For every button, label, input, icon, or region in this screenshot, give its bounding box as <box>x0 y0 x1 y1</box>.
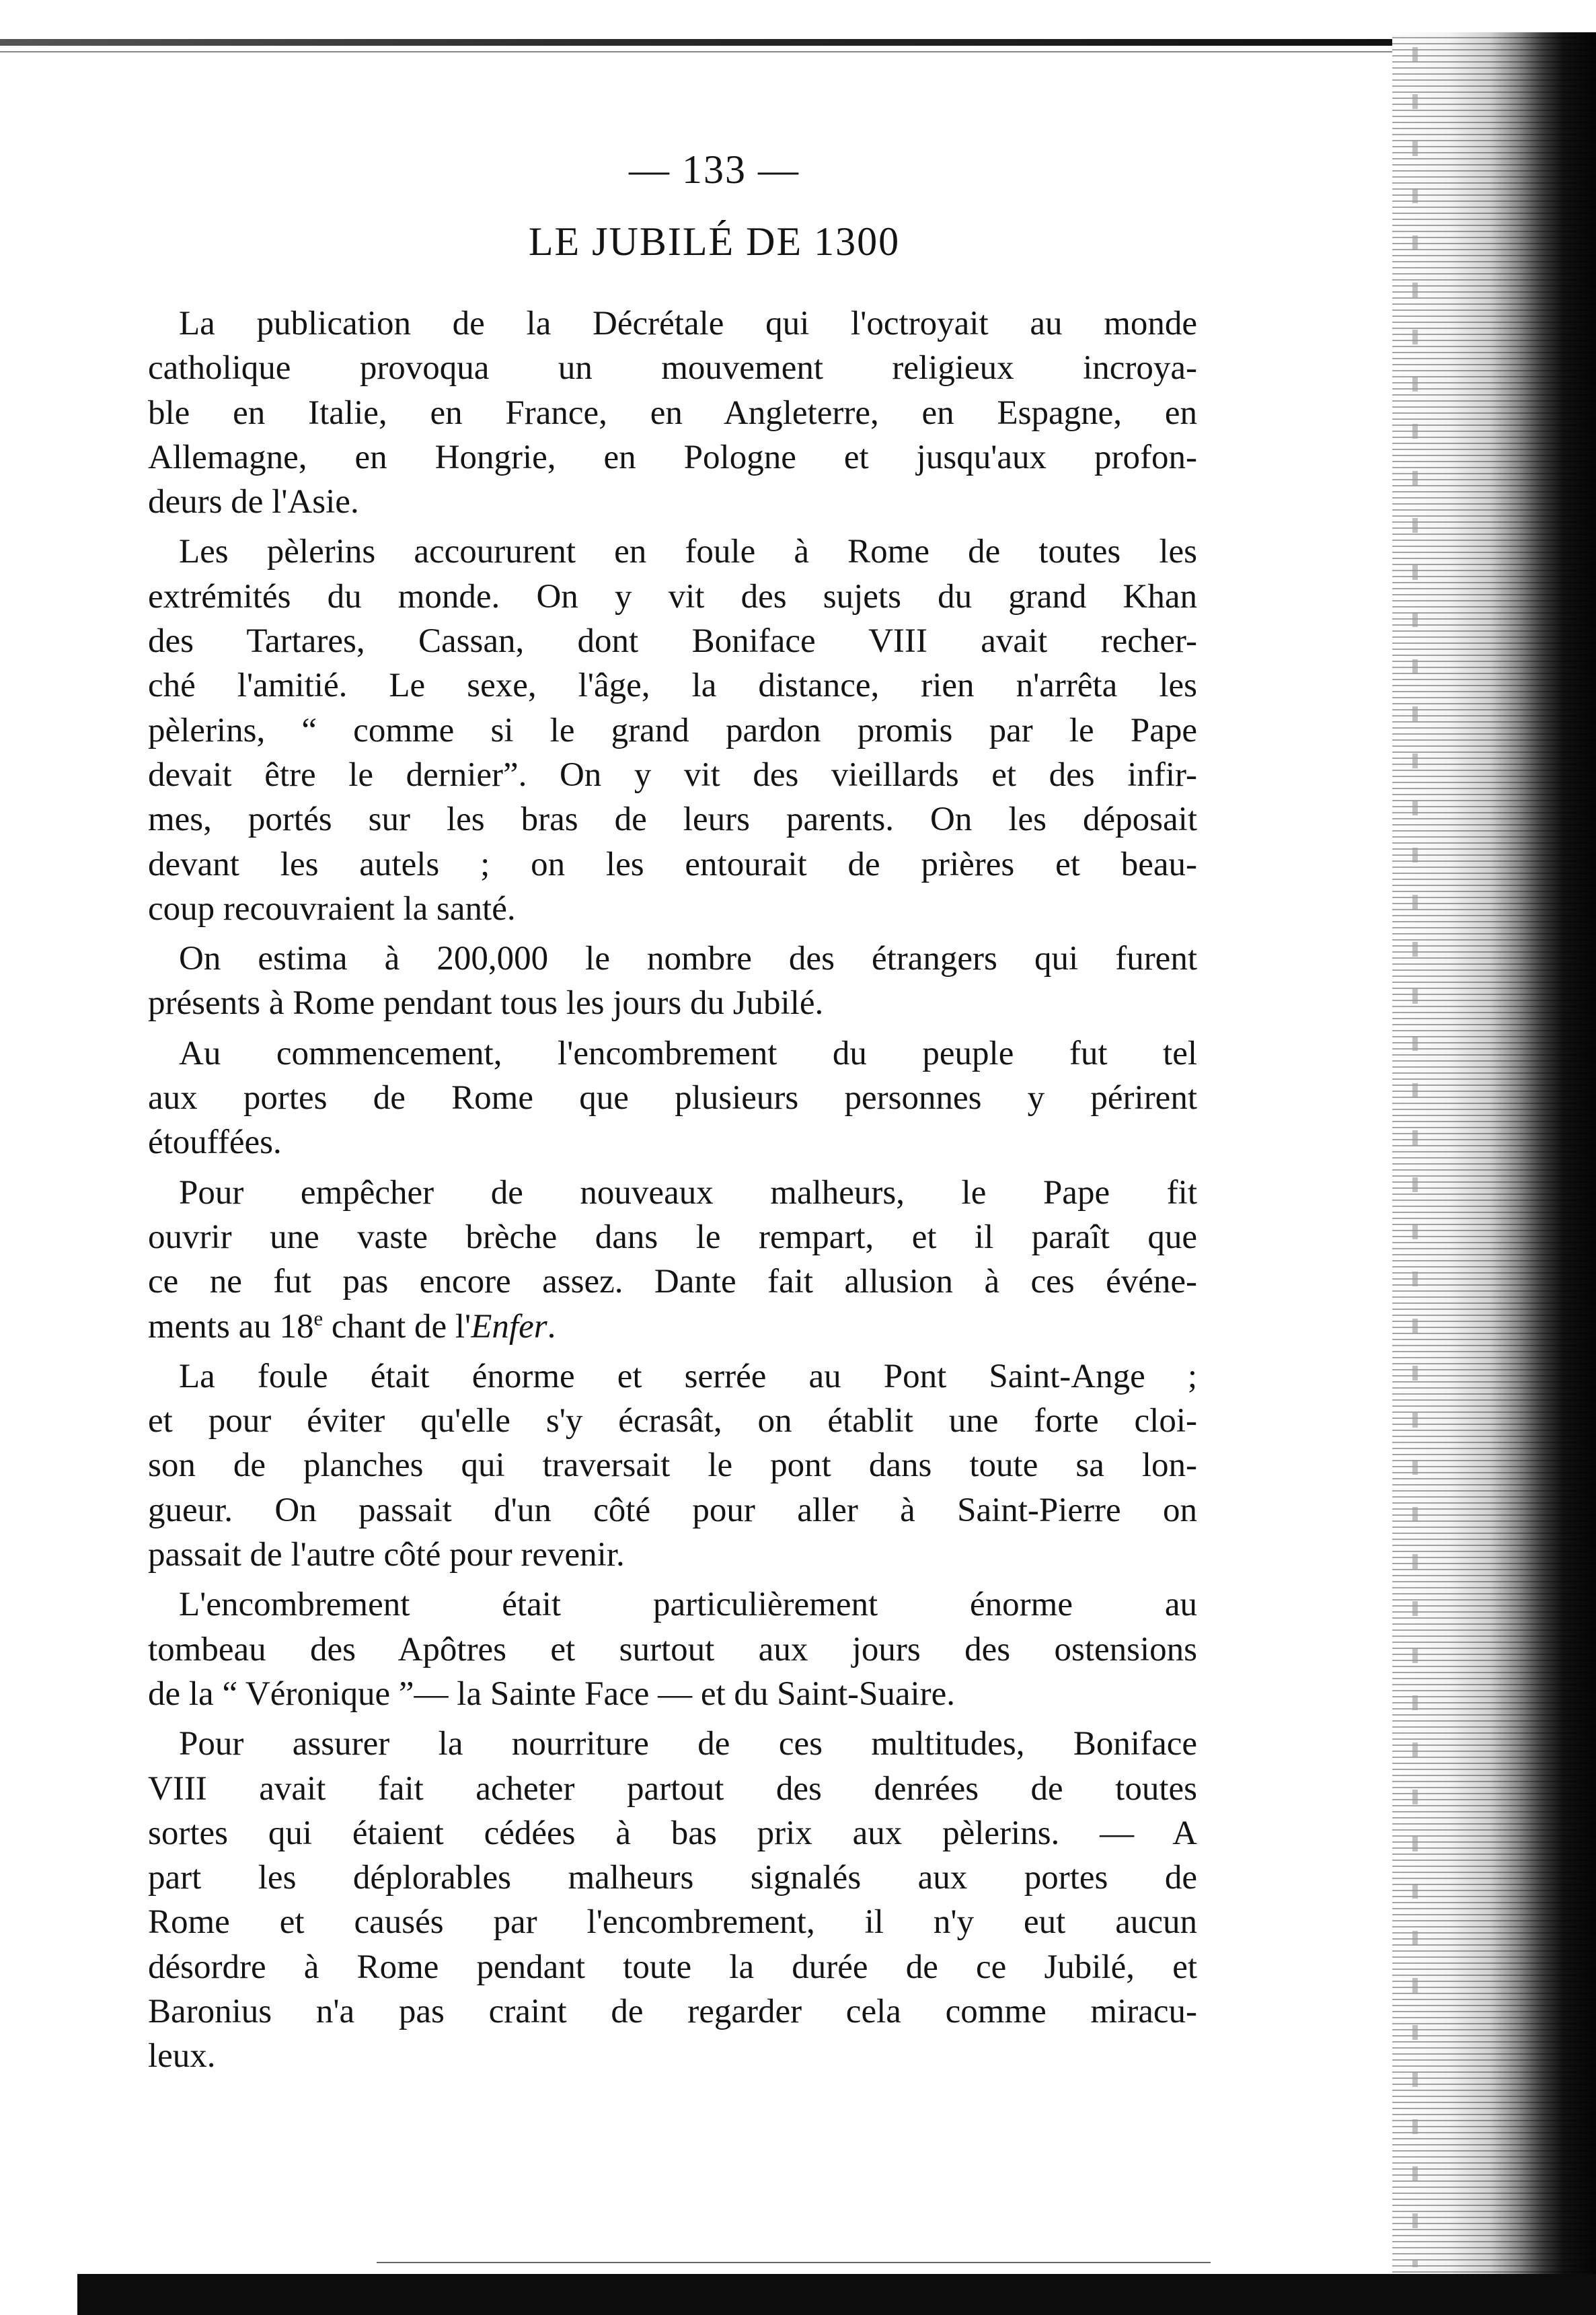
text-line: devant les autels ; on les entourait de prières et beau- <box>148 845 1197 883</box>
text-line: désordre à Rome pendant toute la durée de ce Jubilé, et <box>148 1948 1197 1986</box>
bottom-fine-rule <box>377 2262 1211 2263</box>
text-line: de la “ Véronique ”— la Sainte Face — et du Saint-Suaire. <box>148 1675 956 1713</box>
text-line: gueur. On passait d'un côté pour aller à Saint-Pierre on <box>148 1491 1197 1529</box>
text-line: et pour éviter qu'elle s'y écrasât, on établit une forte cloi- <box>148 1402 1197 1440</box>
top-edge-rule <box>0 39 1521 46</box>
text-line: ble en Italie, en France, en Angleterre, en Espagne, en <box>148 394 1197 432</box>
book-spine-shadow <box>1392 32 1596 2315</box>
text-line: La publication de la Décrétale qui l'octroyait au monde <box>179 305 1197 342</box>
text-line: catholique provoqua un mouvement religieux incroya- <box>148 349 1197 388</box>
paragraph-6 <box>148 1354 1197 1577</box>
text-line: deurs de l'Asie. <box>148 483 359 521</box>
text-line: Allemagne, en Hongrie, en Pologne et jusqu'aux profon- <box>148 438 1197 476</box>
text-line: Pour assurer la nourriture de ces multitudes, Boniface <box>179 1725 1197 1763</box>
paragraph-4 <box>148 1031 1197 1165</box>
paragraph-7 <box>148 1582 1197 1716</box>
text-line: On estima à 200,000 le nombre des étrangers qui furent <box>179 940 1197 978</box>
text-line: passait de l'autre côté pour revenir. <box>148 1536 625 1574</box>
text-line: La foule était énorme et serrée au Pont Saint-Ange ; <box>179 1357 1197 1395</box>
paragraph-3 <box>148 936 1197 1026</box>
text-line: mes, portés sur les bras de leurs parents. On les déposait <box>148 801 1197 839</box>
top-edge-fine-rule <box>0 51 1521 52</box>
text-line: ments au 18e chant de l'Enfer. <box>148 1307 556 1346</box>
text-line: part les déplorables malheurs signalés aux portes de <box>148 1859 1197 1897</box>
body-text <box>148 301 1197 2084</box>
paragraph-5 <box>148 1171 1197 1349</box>
text-line: sortes qui étaient cédées à bas prix aux pèlerins. — A <box>148 1814 1197 1852</box>
text-line: Baronius n'a pas craint de regarder cela comme miracu- <box>148 1992 1197 2030</box>
text-line: ché l'amitié. Le sexe, l'âge, la distance, rien n'arrêta les <box>148 667 1197 705</box>
paragraph-1 <box>148 301 1197 524</box>
text-line: aux portes de Rome que plusieurs personnes y périrent <box>148 1079 1197 1117</box>
text-line: étouffées. <box>148 1124 282 1162</box>
text-line: L'encombrement était particulièrement énorme au <box>179 1586 1197 1624</box>
text-line: son de planches qui traversait le pont dans toute sa lon- <box>148 1446 1197 1485</box>
text-line: Pour empêcher de nouveaux malheurs, le Pape fit <box>179 1173 1197 1212</box>
text-line: présents à Rome pendant tous les jours du Jubilé. <box>148 984 824 1023</box>
text-line: tombeau des Apôtres et surtout aux jours des ostensions <box>148 1630 1197 1668</box>
text-line: des Tartares, Cassan, dont Boniface VIII avait recher- <box>148 622 1197 661</box>
text-line: devait être le dernier”. On y vit des vieillards et des infir- <box>148 756 1197 794</box>
text-line: VIII avait fait acheter partout des denrées de toutes <box>148 1769 1197 1808</box>
text-line: coup recouvraient la santé. <box>148 889 516 928</box>
spine-texture <box>1412 47 1418 2267</box>
text-line: Au commencement, l'encombrement du peuple fut tel <box>179 1034 1197 1072</box>
text-line: Rome et causés par l'encombrement, il n'y eut aucun <box>148 1903 1197 1942</box>
bottom-edge-bar <box>77 2274 1596 2315</box>
text-line: leux. <box>148 2037 216 2075</box>
text-line: extrémités du monde. On y vit des sujets du grand Khan <box>148 577 1197 616</box>
paragraph-2 <box>148 529 1197 931</box>
text-line: Les pèlerins accoururent en foule à Rome de toutes les <box>179 533 1197 571</box>
page-title: LE JUBILÉ DE 1300 <box>528 219 901 264</box>
text-line: pèlerins, “ comme si le grand pardon promis par le Pape <box>148 711 1197 749</box>
paragraph-8 <box>148 1722 1197 2078</box>
page-number: — 133 — <box>629 147 800 192</box>
text-line: ouvrir une vaste brèche dans le rempart, et il paraît que <box>148 1218 1197 1256</box>
text-line: ce ne fut pas encore assez. Dante fait allusion à ces événe- <box>148 1263 1197 1301</box>
